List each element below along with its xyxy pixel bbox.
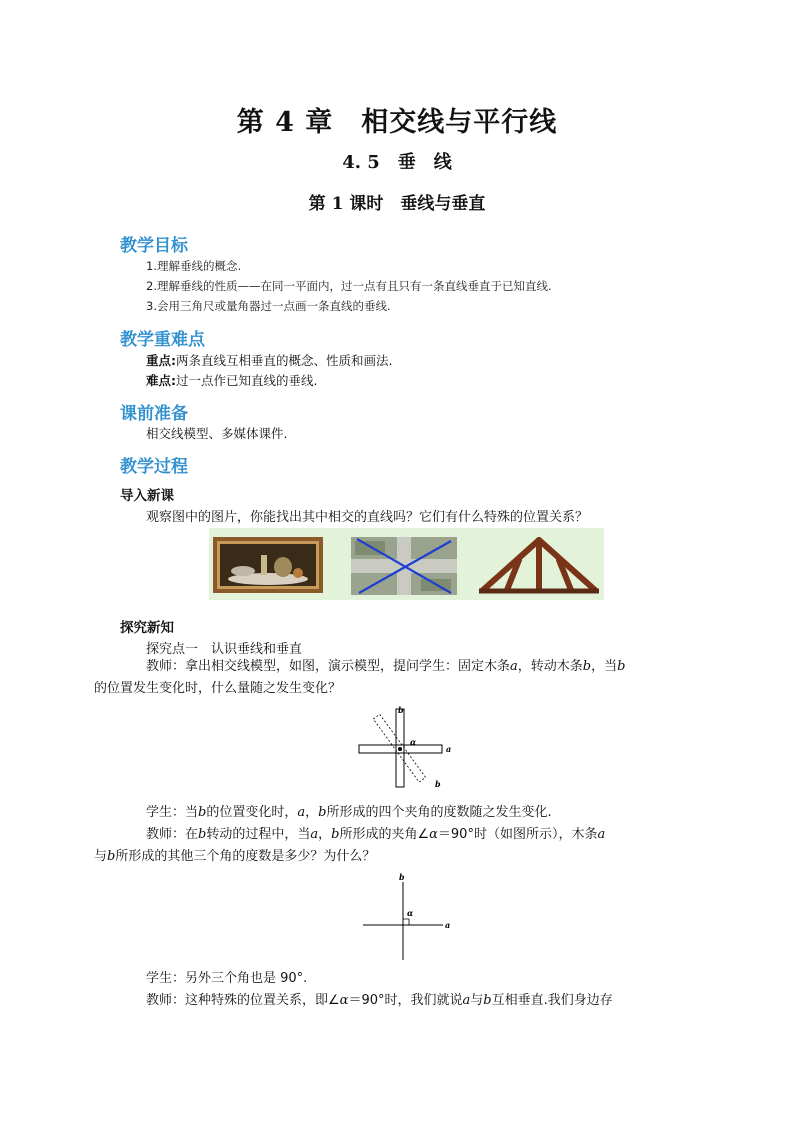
explore-point: 探究点一 认识垂线和垂直 bbox=[146, 642, 303, 657]
prep-text: 相交线模型、多媒体课件. bbox=[146, 426, 288, 441]
label-b-bottom: b bbox=[435, 779, 441, 789]
intro-heading: 导入新课 bbox=[120, 488, 174, 504]
difficulty-line bbox=[146, 371, 317, 389]
label-b: b bbox=[399, 872, 405, 882]
paragraph-teacher-3: 教师：这种特殊的位置关系，即∠α＝90°时，我们就说a与b互相垂直.我们身边存 bbox=[146, 993, 613, 1008]
key-label: 重点: bbox=[146, 353, 176, 368]
goal-item: 3.会用三角尺或量角器过一点画一条直线的垂线. bbox=[146, 299, 391, 313]
crossroads-aerial-image bbox=[351, 537, 457, 595]
perpendicular-lines-figure bbox=[355, 870, 455, 962]
paragraph-teacher-1: 教师：拿出相交线模型，如图，演示模型，提问学生：固定木条a，转动木条b，当b 的位置发生变化时，什么量随之发生变化？ bbox=[94, 659, 626, 696]
label-b-top: b bbox=[398, 705, 404, 715]
difficulty-text: 过一点作已知直线的垂线. bbox=[176, 373, 318, 388]
intro-text: 观察图中的图片，你能找出其中相交的直线吗？它们有什么特殊的位置关系？ bbox=[146, 510, 589, 525]
key-points-heading: 教学重难点 bbox=[120, 330, 205, 350]
label-a: a bbox=[445, 920, 451, 930]
difficulty-label: 难点: bbox=[146, 373, 176, 388]
explore-heading: 探究新知 bbox=[120, 620, 174, 636]
lesson-title: 第 1 课时 垂线与垂直 bbox=[308, 194, 486, 214]
paragraph-student-2: 学生：另外三个角也是 90°. bbox=[146, 971, 308, 986]
prep-heading: 课前准备 bbox=[120, 404, 188, 424]
section-title: 4. 5 垂 线 bbox=[342, 152, 452, 173]
label-a: a bbox=[446, 744, 452, 754]
still-life-painting-image bbox=[213, 537, 323, 593]
process-heading: 教学过程 bbox=[120, 457, 188, 477]
key-point-line bbox=[146, 351, 392, 369]
paragraph-student-1: 学生：当b的位置变化时，a，b所形成的四个夹角的度数随之发生变化. bbox=[146, 805, 552, 820]
goal-item: 2.理解垂线的性质——在同一平面内，过一点有且只有一条直线垂直于已知直线. bbox=[146, 279, 552, 293]
chapter-title: 第 4 章 相交线与平行线 bbox=[236, 107, 558, 138]
label-alpha: α bbox=[407, 908, 414, 918]
rotating-sticks-figure bbox=[350, 705, 460, 795]
picture-strip bbox=[209, 528, 604, 600]
goal-item: 1.理解垂线的概念. bbox=[146, 259, 242, 273]
key-text: 两条直线互相垂直的概念、性质和画法. bbox=[176, 353, 393, 368]
paragraph-teacher-2: 教师：在b转动的过程中，当a，b所形成的夹角∠α＝90°时（如图所示），木条a 与b所形成的其他三个角的度数是多少？为什么？ bbox=[94, 827, 606, 864]
goals-heading: 教学目标 bbox=[120, 236, 188, 256]
roof-truss-image bbox=[477, 534, 601, 596]
label-alpha: α bbox=[410, 737, 417, 747]
